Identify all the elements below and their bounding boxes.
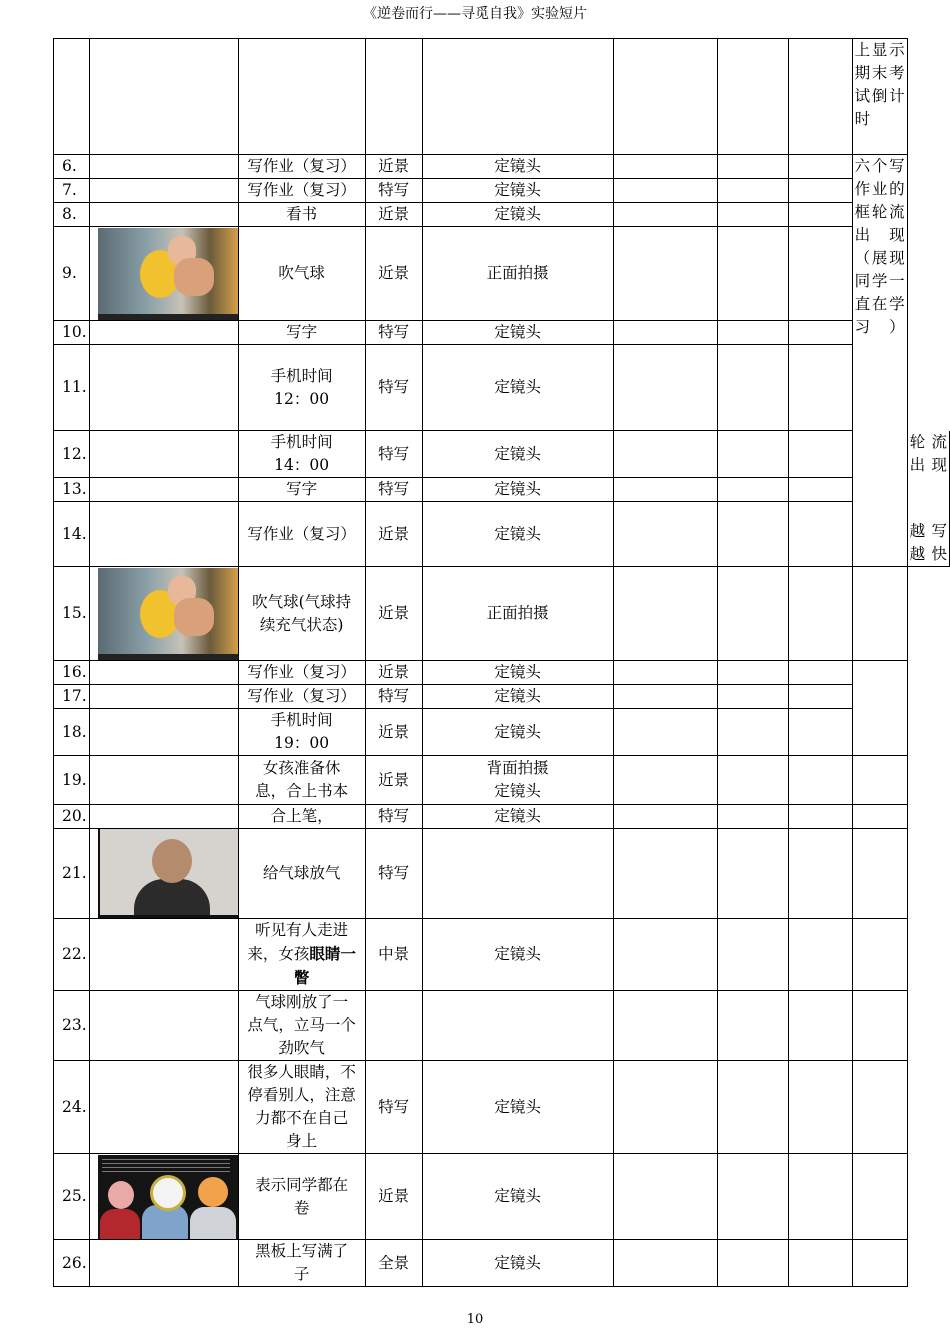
table-row: [54, 502, 950, 567]
balloon-photo: [98, 228, 238, 320]
table-row: [54, 1240, 950, 1287]
table-row: [54, 991, 950, 1061]
shot-content: 黑板上写满了 子: [238, 1240, 365, 1287]
camera-movement: 定镜头: [422, 1240, 613, 1287]
shot-number: 8.: [54, 203, 90, 227]
shot-number: 12.: [54, 431, 90, 478]
camera-movement: 定镜头: [422, 155, 613, 179]
classmates-photo: [98, 1155, 238, 1239]
shot-content: 手机时间 14：00: [238, 431, 365, 478]
table-row: [54, 227, 950, 321]
shot-size: 近景: [365, 756, 422, 805]
shot-number: 26.: [54, 1240, 90, 1287]
shot-number: 18.: [54, 709, 90, 756]
table-row: [54, 345, 950, 431]
frame-thumbnail: [89, 567, 238, 661]
shot-content: 很多人眼睛，不 停看别人，注意 力都不在自己 身上: [238, 1061, 365, 1154]
table-row: [54, 709, 950, 756]
table-row: [54, 155, 950, 179]
shot-content: 写字: [238, 478, 365, 502]
shot-size: 近景: [365, 155, 422, 179]
table-row: [54, 321, 950, 345]
shot-size: 特写: [365, 685, 422, 709]
camera-movement: 定镜头: [422, 1061, 613, 1154]
shot-size: 特写: [365, 805, 422, 829]
frame-thumbnail: [89, 227, 238, 321]
frame-thumbnail: [89, 1154, 238, 1240]
table-row: [54, 919, 950, 991]
shot-content: 写作业（复习）: [238, 685, 365, 709]
shot-size: 中景: [365, 919, 422, 991]
shot-number: 25.: [54, 1154, 90, 1240]
shot-size: 特写: [365, 478, 422, 502]
shot-content: 写作业（复习）: [238, 155, 365, 179]
shot-content: 写作业（复习）: [238, 179, 365, 203]
table-row: [54, 179, 950, 203]
table-row: [54, 1154, 950, 1240]
camera-movement: 定镜头: [422, 478, 613, 502]
table-row: [54, 829, 950, 919]
shot-content: 女孩准备休 息，合上书本: [238, 756, 365, 805]
note-rotation: 六个写作业的框轮流出现（展现同学一直在学习）: [852, 155, 907, 478]
shot-size: 近景: [365, 567, 422, 661]
camera-movement: 定镜头: [422, 661, 613, 685]
table-row: [54, 567, 950, 661]
deflate-balloon-photo: [98, 829, 238, 918]
camera-movement: 定镜头: [422, 919, 613, 991]
table-row: [54, 661, 950, 685]
shot-content: 看书: [238, 203, 365, 227]
shot-number: 24.: [54, 1061, 90, 1154]
shot-size: 近景: [365, 502, 422, 567]
shot-size: 近景: [365, 227, 422, 321]
shot-content: 手机时间 19：00: [238, 709, 365, 756]
camera-movement: 定镜头: [422, 805, 613, 829]
shot-size: 特写: [365, 829, 422, 919]
shot-size: 近景: [365, 661, 422, 685]
table-row: [54, 478, 950, 502]
shot-number: 11.: [54, 345, 90, 431]
shot-size: [365, 991, 422, 1061]
shot-content: 给气球放气: [238, 829, 365, 919]
table-row: [54, 756, 950, 805]
table-row: [54, 685, 950, 709]
camera-movement: 定镜头: [422, 179, 613, 203]
note-countdown: 上显示期末考试倒计时: [852, 39, 907, 155]
camera-movement: 定镜头: [422, 203, 613, 227]
shot-size: 特写: [365, 1061, 422, 1154]
camera-movement: 定镜头: [422, 709, 613, 756]
shot-size: 特写: [365, 431, 422, 478]
shot-content: 写作业（复习）: [238, 502, 365, 567]
shot-content: 吹气球: [238, 227, 365, 321]
shot-content: 合上笔，: [238, 805, 365, 829]
camera-movement: [422, 829, 613, 919]
shot-number: 22.: [54, 919, 90, 991]
shot-content: 气球刚放了一 点气，立马一个 劲吹气: [238, 991, 365, 1061]
frame-thumbnail: [89, 829, 238, 919]
camera-movement: 正面拍摄: [422, 227, 613, 321]
camera-movement: 定镜头: [422, 502, 613, 567]
table-row: [54, 39, 950, 155]
camera-movement: 定镜头: [422, 345, 613, 431]
shot-number: 21.: [54, 829, 90, 919]
shot-content: 听见有人走进 来，女孩眼睛一 瞥: [238, 919, 365, 991]
shot-number: 14.: [54, 502, 90, 567]
table-row: [54, 805, 950, 829]
shot-number: 10.: [54, 321, 90, 345]
table-row: [54, 431, 950, 478]
shot-size: 特写: [365, 179, 422, 203]
shot-number: 7.: [54, 179, 90, 203]
shot-number: 23.: [54, 991, 90, 1061]
shot-number: 20.: [54, 805, 90, 829]
shot-content: 写作业（复习）: [238, 661, 365, 685]
page-header: 《逆卷而行——寻觅自我》实验短片: [363, 6, 587, 22]
camera-movement: 定镜头: [422, 321, 613, 345]
camera-movement: 正面拍摄: [422, 567, 613, 661]
shot-number: 9.: [54, 227, 90, 321]
shot-content: 表示同学都在 卷: [238, 1154, 365, 1240]
camera-movement: 定镜头: [422, 1154, 613, 1240]
shot-size: 特写: [365, 345, 422, 431]
shot-size: 近景: [365, 203, 422, 227]
camera-movement: 定镜头: [422, 431, 613, 478]
shot-number: 13.: [54, 478, 90, 502]
camera-movement: 背面拍摄 定镜头: [422, 756, 613, 805]
table-row: [54, 203, 950, 227]
shot-number: 6.: [54, 155, 90, 179]
shot-size: 特写: [365, 321, 422, 345]
shot-list-table: [53, 38, 950, 1287]
shot-size: 近景: [365, 709, 422, 756]
note-speed: 轮流出现 越写越快: [907, 431, 949, 567]
table-row: [54, 1061, 950, 1154]
shot-content: 吹气球(气球持 续充气状态): [238, 567, 365, 661]
shot-number: 19.: [54, 756, 90, 805]
page-number: 10: [466, 1312, 484, 1327]
camera-movement: 定镜头: [422, 685, 613, 709]
shot-number: 15.: [54, 567, 90, 661]
shot-size: 近景: [365, 1154, 422, 1240]
shot-number: 16.: [54, 661, 90, 685]
shot-content: 写字: [238, 321, 365, 345]
camera-movement: [422, 991, 613, 1061]
balloon-photo: [98, 568, 238, 660]
shot-number: 17.: [54, 685, 90, 709]
shot-content: 手机时间 12：00: [238, 345, 365, 431]
shot-size: 全景: [365, 1240, 422, 1287]
